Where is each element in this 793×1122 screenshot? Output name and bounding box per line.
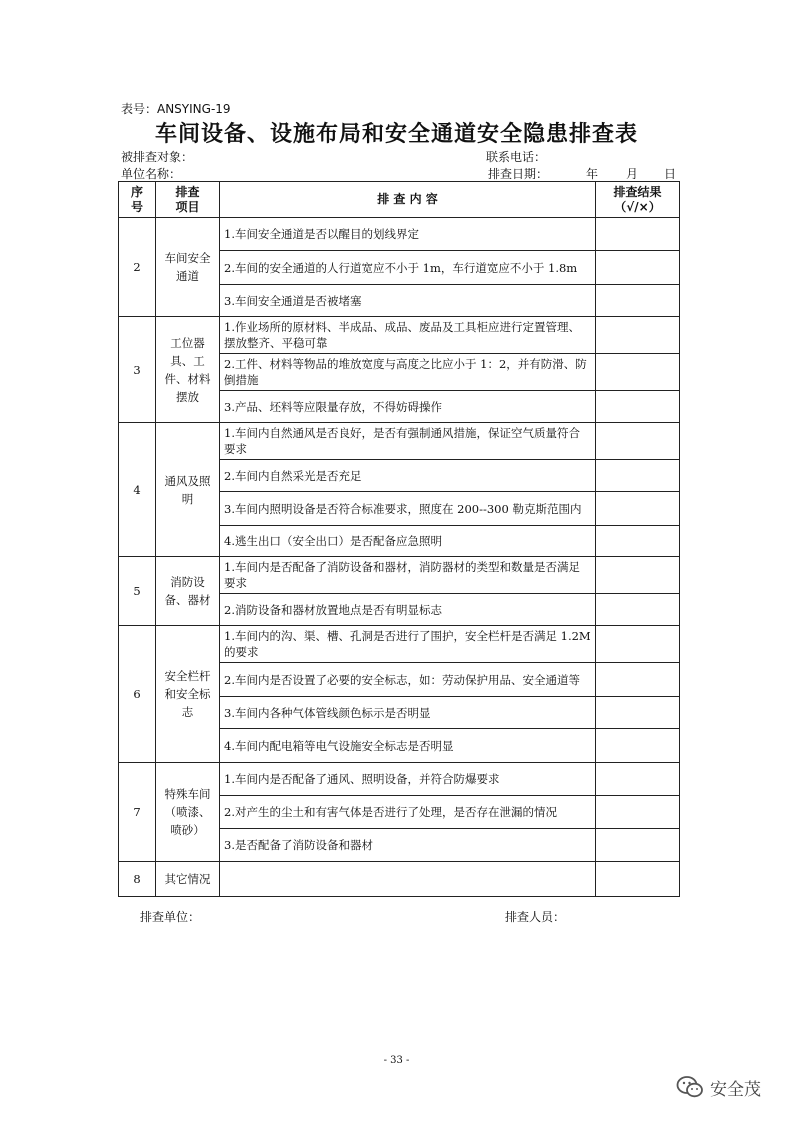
header-item-line1: 排查 bbox=[175, 184, 200, 199]
result-cell[interactable] bbox=[596, 218, 680, 251]
result-cell[interactable] bbox=[596, 391, 680, 423]
section-number: 2 bbox=[119, 218, 156, 317]
section-category: 车间安全通道 bbox=[156, 218, 220, 317]
check-item bbox=[220, 862, 596, 897]
check-item: 3.车间内各种气体管线颜色标示是否明显 bbox=[220, 697, 596, 729]
header-item-line2: 项目 bbox=[175, 199, 200, 214]
section-number: 8 bbox=[119, 862, 156, 897]
result-cell[interactable] bbox=[596, 557, 680, 594]
date-year-label: 年 bbox=[586, 167, 599, 181]
section-number: 3 bbox=[119, 317, 156, 423]
table-row bbox=[119, 218, 680, 251]
section-category: 其它情况 bbox=[156, 862, 220, 897]
check-item: 4.车间内配电箱等电气设施安全标志是否明显 bbox=[220, 729, 596, 763]
check-item: 2.车间的安全通道的人行道宽应不小于 1m，车行道宽应不小于 1.8m bbox=[220, 251, 596, 285]
check-item: 1.车间内是否配备了消防设备和器材，消防器材的类型和数量是否满足要求 bbox=[220, 557, 596, 594]
result-cell[interactable] bbox=[596, 829, 680, 862]
date-day-label: 日 bbox=[664, 167, 677, 181]
result-cell[interactable] bbox=[596, 317, 680, 354]
table-row bbox=[119, 626, 680, 663]
watermark bbox=[676, 1072, 761, 1102]
result-cell[interactable] bbox=[596, 285, 680, 317]
result-cell[interactable] bbox=[596, 697, 680, 729]
header-number-line1: 序 bbox=[130, 184, 143, 199]
section-category: 通风及照明 bbox=[156, 423, 220, 557]
result-cell[interactable] bbox=[596, 626, 680, 663]
phone-label: 联系电话： bbox=[486, 150, 547, 164]
check-item: 2.工件、材料等物品的堆放宽度与高度之比应小于 1：2，并有防滑、防倒措施 bbox=[220, 354, 596, 391]
header-result-line1: 排查结果 bbox=[613, 184, 662, 199]
header-number-line2: 号 bbox=[130, 199, 143, 214]
table-row bbox=[119, 862, 680, 897]
check-item: 3.产品、坯料等应限量存放，不得妨碍操作 bbox=[220, 391, 596, 423]
check-item: 1.作业场所的原材料、半成品、成品、废品及工具柜应进行定置管理、摆放整齐、平稳可靠 bbox=[220, 317, 596, 354]
result-cell[interactable] bbox=[596, 594, 680, 626]
watermark-text: 安全茂 bbox=[710, 1079, 761, 1100]
section-category: 特殊车间（喷漆、喷砂） bbox=[156, 763, 220, 862]
check-date-label: 排查日期： bbox=[488, 167, 549, 181]
result-cell[interactable] bbox=[596, 663, 680, 697]
result-cell[interactable] bbox=[596, 862, 680, 897]
section-number: 4 bbox=[119, 423, 156, 557]
check-item: 2.消防设备和器材放置地点是否有明显标志 bbox=[220, 594, 596, 626]
form-number: 表号：ANSYING-19 bbox=[121, 102, 231, 116]
check-item: 3.车间内照明设备是否符合标准要求，照度在 200--300 勒克斯范围内 bbox=[220, 492, 596, 526]
header-result-line2: （√/×） bbox=[614, 199, 661, 214]
result-cell[interactable] bbox=[596, 796, 680, 829]
result-cell[interactable] bbox=[596, 354, 680, 391]
checklist-table bbox=[118, 181, 680, 897]
date-month-label: 月 bbox=[626, 167, 639, 181]
table-header-row bbox=[119, 182, 680, 218]
table-row bbox=[119, 317, 680, 354]
header-item bbox=[156, 182, 220, 218]
check-item: 1.车间内的沟、渠、槽、孔洞是否进行了围护，安全栏杆是否满足 1.2M 的要求 bbox=[220, 626, 596, 663]
section-category: 消防设备、器材 bbox=[156, 557, 220, 626]
check-item: 3.是否配备了消防设备和器材 bbox=[220, 829, 596, 862]
page-number: - 33 - bbox=[383, 1055, 410, 1066]
footer-check-unit-label: 排查单位： bbox=[140, 910, 201, 924]
check-item: 1.车间内自然通风是否良好，是否有强制通风措施，保证空气质量符合要求 bbox=[220, 423, 596, 460]
result-cell[interactable] bbox=[596, 492, 680, 526]
section-number: 5 bbox=[119, 557, 156, 626]
header-number bbox=[119, 182, 156, 218]
header-content: 排 查 内 容 bbox=[220, 182, 596, 218]
check-item: 2.车间内是否设置了必要的安全标志，如：劳动保护用品、安全通道等 bbox=[220, 663, 596, 697]
result-cell[interactable] bbox=[596, 460, 680, 492]
check-item: 1.车间内是否配备了通风、照明设备，并符合防爆要求 bbox=[220, 763, 596, 796]
header-result bbox=[596, 182, 680, 218]
document-title: 车间设备、设施布局和安全通道安全隐患排查表 bbox=[154, 122, 638, 147]
table-row bbox=[119, 423, 680, 460]
check-item: 3.车间安全通道是否被堵塞 bbox=[220, 285, 596, 317]
result-cell[interactable] bbox=[596, 763, 680, 796]
section-number: 7 bbox=[119, 763, 156, 862]
footer-check-person-label: 排查人员： bbox=[505, 910, 566, 924]
target-label: 被排查对象： bbox=[121, 150, 194, 164]
wechat-icon bbox=[676, 1074, 704, 1100]
result-cell[interactable] bbox=[596, 729, 680, 763]
unit-name-label: 单位名称： bbox=[121, 167, 182, 181]
result-cell[interactable] bbox=[596, 526, 680, 557]
result-cell[interactable] bbox=[596, 423, 680, 460]
section-number: 6 bbox=[119, 626, 156, 763]
table-row bbox=[119, 557, 680, 594]
check-item: 1.车间安全通道是否以醒目的划线界定 bbox=[220, 218, 596, 251]
result-cell[interactable] bbox=[596, 251, 680, 285]
table-body bbox=[119, 218, 680, 897]
section-category: 安全栏杆和安全标志 bbox=[156, 626, 220, 763]
check-item: 4.逃生出口（安全出口）是否配备应急照明 bbox=[220, 526, 596, 557]
section-category: 工位器具、工件、材料摆放 bbox=[156, 317, 220, 423]
table-row bbox=[119, 763, 680, 796]
check-item: 2.对产生的尘土和有害气体是否进行了处理，是否存在泄漏的情况 bbox=[220, 796, 596, 829]
check-item: 2.车间内自然采光是否充足 bbox=[220, 460, 596, 492]
